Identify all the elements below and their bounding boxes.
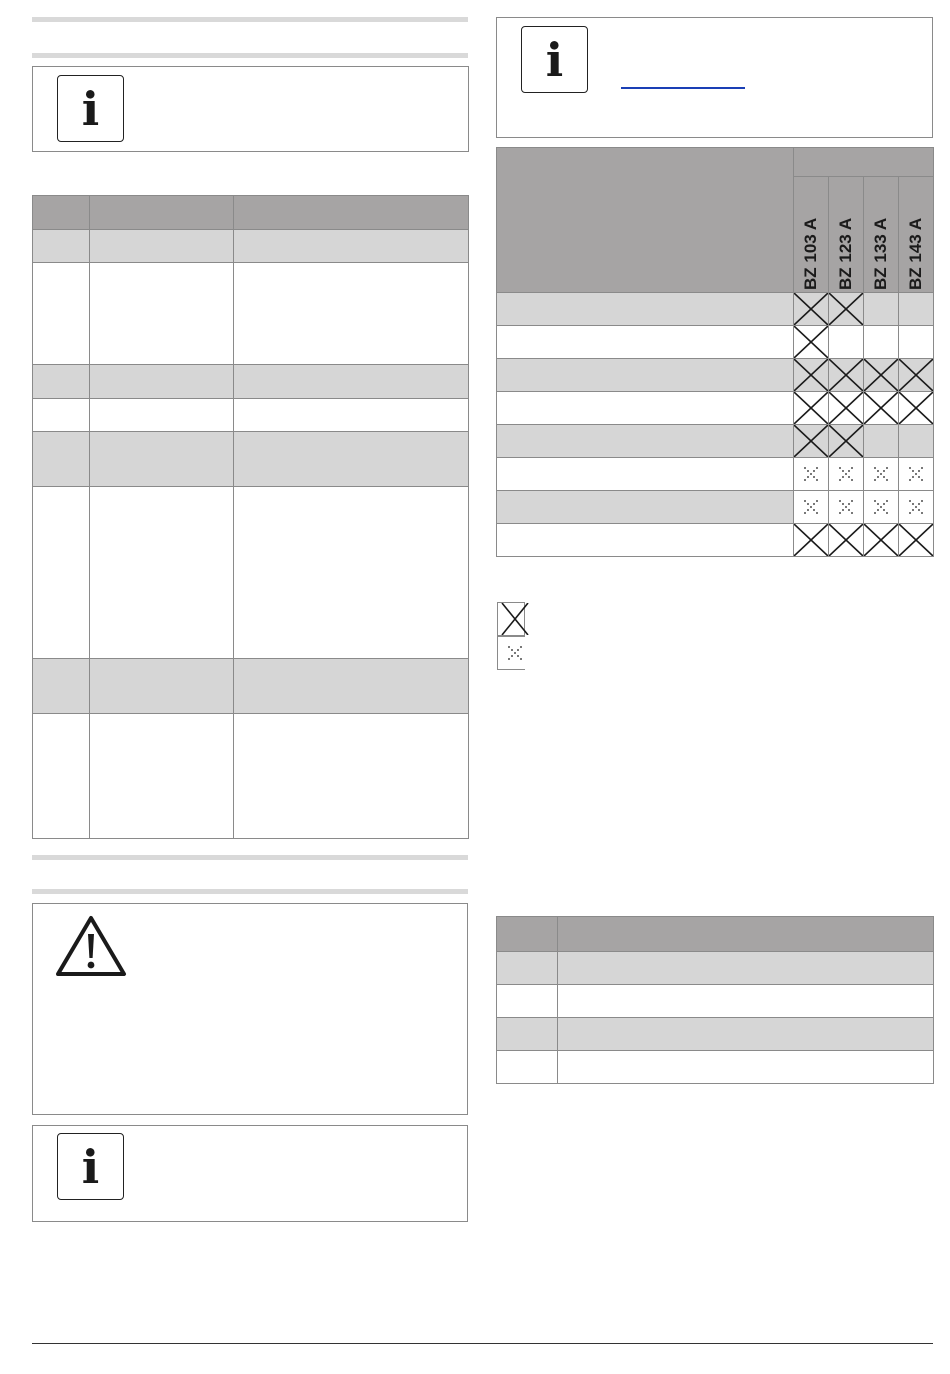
compat-row xyxy=(497,425,934,458)
model-header xyxy=(829,177,864,293)
compat-row-label xyxy=(497,359,794,392)
warning-box xyxy=(32,903,468,1115)
compat-cell-cross xyxy=(864,524,899,557)
compat-cell-cross xyxy=(794,524,829,557)
table-row xyxy=(497,985,934,1018)
compat-row-label xyxy=(497,392,794,425)
model-header xyxy=(899,177,934,293)
compat-cell-cross xyxy=(899,359,934,392)
compat-row-label xyxy=(497,524,794,557)
compat-cell-empty xyxy=(899,326,934,359)
compat-cell-cross xyxy=(899,392,934,425)
section-rule-3 xyxy=(32,855,468,860)
model-header xyxy=(864,177,899,293)
table-row xyxy=(497,952,934,985)
table-row xyxy=(33,432,469,487)
model-label: BZ 133 A xyxy=(871,217,890,290)
compat-cell-cross xyxy=(794,326,829,359)
table-row xyxy=(497,1051,934,1084)
compat-row xyxy=(497,392,934,425)
info-note-box xyxy=(32,66,469,152)
compat-row xyxy=(497,524,934,557)
info-icon: i xyxy=(521,26,588,93)
compat-cell-cross xyxy=(829,425,864,458)
table-row xyxy=(33,230,469,263)
info-icon: i xyxy=(57,75,124,142)
model-label: BZ 123 A xyxy=(836,217,855,290)
compat-cell-empty xyxy=(864,425,899,458)
compat-cell-empty xyxy=(864,326,899,359)
compat-cell-dotted xyxy=(794,491,829,524)
compat-cell-cross xyxy=(794,293,829,326)
table-row xyxy=(33,714,469,839)
table-header-row xyxy=(33,196,469,230)
compatibility-table xyxy=(496,147,934,557)
compat-cell-dotted xyxy=(864,458,899,491)
compat-cell-cross xyxy=(794,359,829,392)
footer-rule xyxy=(32,1343,933,1344)
compat-cell-empty xyxy=(829,326,864,359)
table-header-row xyxy=(497,917,934,952)
info-link-box xyxy=(496,17,933,138)
compat-header-blank xyxy=(497,148,794,293)
parts-table xyxy=(32,195,469,839)
compat-cell-empty xyxy=(899,293,934,326)
compat-header-group xyxy=(794,148,934,177)
info-note-box-2 xyxy=(32,1125,468,1222)
compat-cell-empty xyxy=(864,293,899,326)
compat-cell-cross xyxy=(864,392,899,425)
table-row xyxy=(497,1018,934,1051)
warning-icon xyxy=(55,914,127,978)
hyperlink[interactable] xyxy=(621,87,745,89)
compat-row xyxy=(497,491,934,524)
compat-row xyxy=(497,458,934,491)
compat-row xyxy=(497,326,934,359)
compat-cell-cross xyxy=(794,425,829,458)
compat-cell-dotted xyxy=(829,458,864,491)
compat-row-label xyxy=(497,458,794,491)
table-row xyxy=(33,659,469,714)
compat-cell-cross xyxy=(829,524,864,557)
compat-cell-cross xyxy=(794,392,829,425)
table-row xyxy=(33,487,469,659)
compat-row-label xyxy=(497,425,794,458)
compat-row xyxy=(497,293,934,326)
compat-cell-cross xyxy=(829,359,864,392)
compat-cell-dotted xyxy=(829,491,864,524)
model-label: BZ 103 A xyxy=(801,217,820,290)
compat-cell-dotted xyxy=(899,458,934,491)
compat-cell-dotted xyxy=(899,491,934,524)
table-row xyxy=(33,399,469,432)
compat-cell-dotted xyxy=(794,458,829,491)
key-table xyxy=(496,916,934,1084)
compat-cell-cross xyxy=(829,293,864,326)
compat-cell-empty xyxy=(899,425,934,458)
model-label: BZ 143 A xyxy=(906,217,925,290)
compat-cell-cross xyxy=(829,392,864,425)
info-icon: i xyxy=(57,1133,124,1200)
section-rule-1 xyxy=(32,17,468,22)
legend-dotted-mark xyxy=(497,636,525,670)
compat-row-label xyxy=(497,326,794,359)
compat-row-label xyxy=(497,491,794,524)
compat-cell-dotted xyxy=(864,491,899,524)
table-row xyxy=(33,263,469,365)
section-rule-4 xyxy=(32,889,468,894)
compat-cell-cross xyxy=(899,524,934,557)
table-row xyxy=(33,365,469,399)
compat-cell-cross xyxy=(864,359,899,392)
compat-row xyxy=(497,359,934,392)
model-header xyxy=(794,177,829,293)
section-rule-2 xyxy=(32,53,468,58)
legend-cross-mark xyxy=(497,602,525,636)
compat-row-label xyxy=(497,293,794,326)
